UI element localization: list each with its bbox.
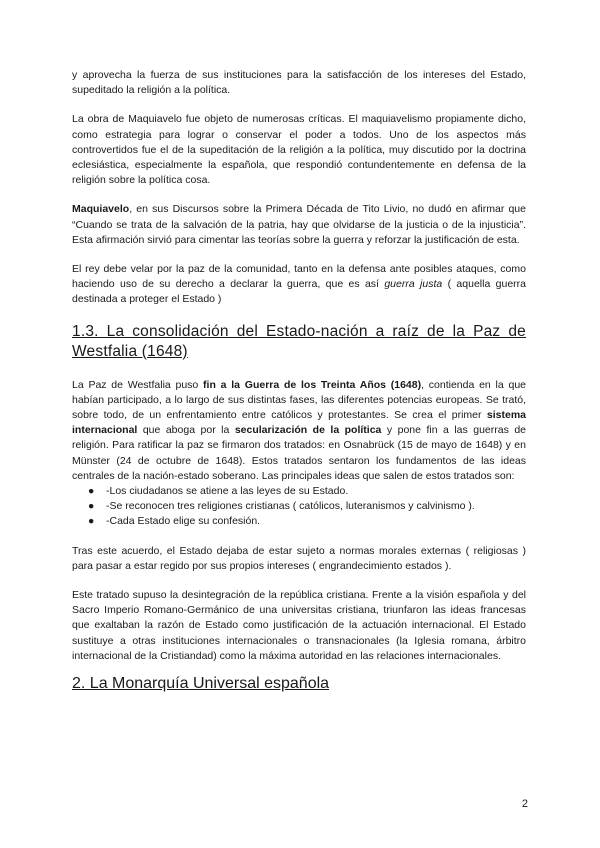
paragraph-maquiavelo-quote xyxy=(72,202,526,248)
paragraph-tratado: Este tratado supuso la desintegración de la república cristiana. Frente a la visión española y del Sacro Imperio Romano-Germánico de una universitas cristiana, triunfaron las ideas francesas que exaltaban la razón de Estado como justificación de la actuación internacional. El Estado sustituye a otras instituciones internacionales o transnacionales (la Iglesia romana, árbitro internacional de la Cristiandad) como la máxima autoridad en las relaciones internacionales. xyxy=(72,589,526,662)
section-heading-1-3: 1.3. La consolidación del Estado-nación a raíz de la Paz de Westfalia (1648) xyxy=(72,322,526,360)
section-heading-2: 2. La Monarquía Universal española xyxy=(72,675,330,693)
bold-maquiavelo: Maquiavelo xyxy=(72,203,130,216)
guerra-end: ( aquella guerra destinada a proteger el Estado ) xyxy=(72,278,526,306)
paragraph-guerra-justa xyxy=(72,262,526,308)
document-page xyxy=(72,68,526,694)
list-item: ● -Los ciudadanos se atiene a las leyes de su Estado. xyxy=(90,484,526,499)
italic-guerra-justa: guerra justa xyxy=(384,278,443,291)
paragraph-westfalia xyxy=(72,378,526,484)
westfalia-d: que aboga por la xyxy=(137,424,235,437)
guerra-text: El rey debe velar por la paz de la comunidad, tanto en la defensa ante posibles ataques, como haciendo uso de su derecho a declarar la guerra, que es así xyxy=(72,263,526,291)
bold-sistema-internacional: sistema internacional xyxy=(72,409,526,437)
bold-secularizacion: secularización de la política xyxy=(234,424,382,437)
list-item: ● -Se reconocen tres religiones cristianas ( católicos, luteranismos y calvinismo ). xyxy=(90,499,526,514)
paragraph-criticism: La obra de Maquiavelo fue objeto de numerosas críticas. El maquiavelismo propiamente dicho, como estrategia para lograr o conservar el poder a todos. Uno de los aspectos más controvertidos fue el de la supeditación de la religión a la política, muy discutido por la doctrina eclesiástica, especialmente la española, que respondió contundentemente en defensa de la religión sobre la política cosa. xyxy=(72,113,526,187)
page-number: 2 xyxy=(521,798,528,810)
paragraph-intro: y aprovecha la fuerza de sus instituciones para la satisfacción de los intereses del Estado, supeditado la religión a la política. xyxy=(72,69,526,97)
quote-text: , en sus Discursos sobre la Primera Década de Tito Livio, no dudó en afirmar que “Cuando se trata de la salvación de la patria, hay que olvidarse de la justicia o de la injusticia”. Esta afirmación sirvió para cimentar las teorías sobre la guerra y reforzar la justificación de esta. xyxy=(72,203,526,246)
westfalia-c: , contienda en la que habían participado, a lo largo de sus distintas fases, las diferentes potencias europeas. Se trató, sobre todo, de un enfrentamiento entre católicos y protestantes. Se crea el primer xyxy=(72,378,527,422)
westfalia-e: y pone fin a las guerras de religión. Para ratificar la paz se firmaron dos tratados: en Osnabrück (15 de mayo de 1648) y en Münster (24 de octubre de 1648). Estos tratados sentaron los fundamentos de las ideas centrales de la nación-estado soberano. Las principales ideas que salen de estos tratados son: xyxy=(72,424,526,482)
bullet-icon: ● xyxy=(88,485,95,498)
ideas-list xyxy=(72,484,526,530)
bullet-icon: ● xyxy=(88,500,95,513)
paragraph-acuerdo: Tras este acuerdo, el Estado dejaba de estar sujeto a normas morales externas ( religiosas ) para pasar a estar regido por sus propios intereses ( engrandecimiento estados ). xyxy=(72,544,526,572)
westfalia-a: La Paz de Westfalia puso xyxy=(72,378,204,391)
bullet-icon: ● xyxy=(88,515,95,528)
list-item: ● -Cada Estado elige su confesión. xyxy=(90,514,526,529)
bold-fin-guerra: fin a la Guerra de los Treinta Años (1648) xyxy=(203,378,422,391)
